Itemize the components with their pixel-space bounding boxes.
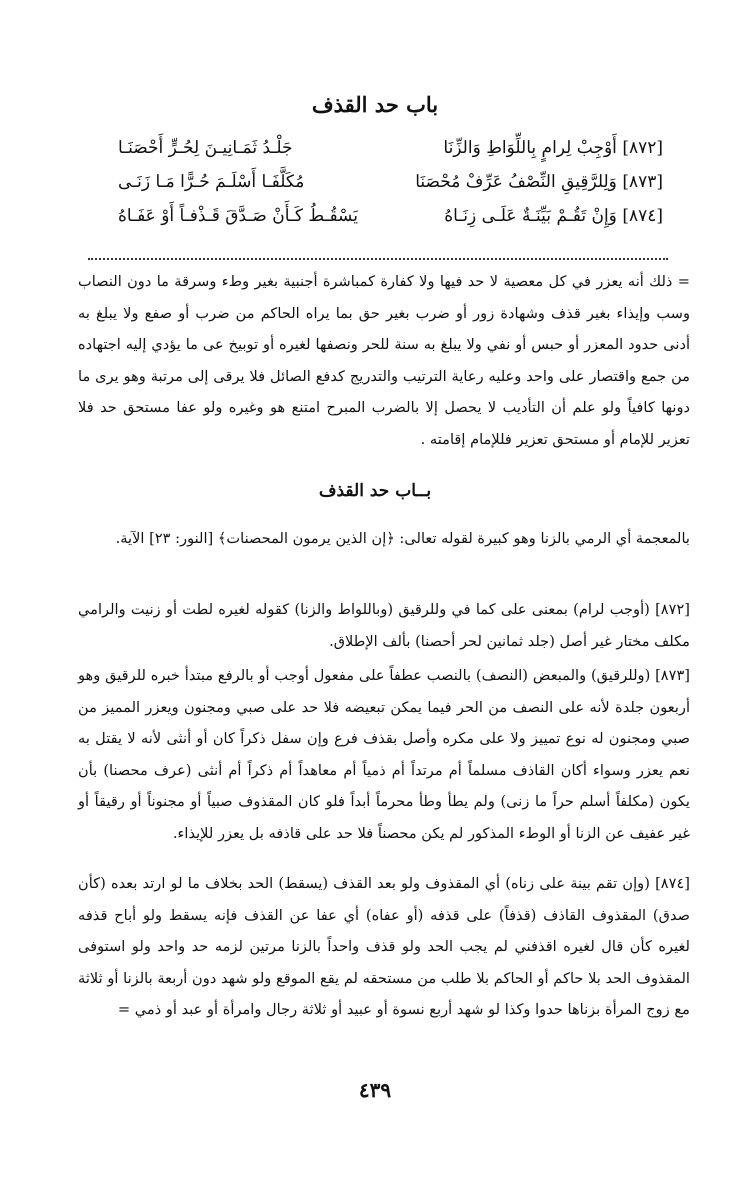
- verse-number: [٨٧٣]: [622, 172, 663, 192]
- page-number: ٤٣٩: [358, 1078, 392, 1102]
- verse-second-hemistich: جَلْـدُ ثَمَـانِيـنَ لِحُـرٍّ أَحْصَنَـا: [118, 138, 293, 158]
- chapter-title: باب حد القذف: [311, 92, 439, 117]
- commentary-872: [٨٧٢] (أوجب لرام) بمعنى على كما في وللرقيق (وباللواط والزنا) كقوله لغيره لطت أو زنيت والرامي مكلف مختار غير أصل (جلد ثمانين لحر أحصنا) بألف الإطلاق.: [78, 601, 690, 650]
- dotted-separator: [88, 258, 668, 260]
- commentary-intro: بالمعجمة أي الرمي بالزنا وهو كبيرة لقوله تعالى: ﴿إن الذين يرمون المحصنات﴾ [النور: ٢٣] الآية.: [115, 530, 690, 547]
- commentary-873: [٨٧٣] (وللرقيق) والمبعض (النصف) بالنصب عطفاً على مفعول أوجب أو بالرفع مبتدأ خبره للرقيق وهو أربعون جلدة لأنه على النصف من الحر فيما يمكن تبعيضه فلا حد على صبي ومجنون ويعزر المميز من صبي ومجنون له نوع تمييز ولا على مكره وأصل بقذف فرع وإن سفل ذكراً كان أو أنثى لأنه لا يقتل به نعم يعزر وسواء أكان القاذف مسلماً أم مرتداً أم ذمياً أم معاهداً أم ذكراً أم أنثى (عرف محصنا) بأن يكون (مكلفاً أسلم حراً ما زنى) ولم يطأ وطأ محرماً أبداً فلو كان المقذوف صبياً أو مجنوناً أو رقيقاً أو غير عفيف عن الزنا أو الوطء المذكور لم يكن محصناً فلا حد على قاذفه بل يعزر للإيذاء.: [78, 667, 690, 842]
- verse-text: وَلِلرَّقِيقِ النِّصْفُ عَرِّفْ مُحْصَنَا: [415, 172, 617, 192]
- verse-second-hemistich: مُكَلَّفَـا أَسْلَـمَ حُـرًّا مَـا زَنَـى: [118, 172, 305, 192]
- verse-873: [118, 172, 663, 204]
- verse-first-hemistich: [443, 138, 663, 158]
- verse-second-hemistich: يَسْقُـطُ كَـأَنْ صَـدَّقَ قَـذْفـاً أَوْ عَفَـاهُ: [118, 206, 358, 226]
- verse-text: أَوْجِبْ لِرامٍ بِاللِّوَاطِ وَالزِّنَا: [443, 138, 617, 158]
- verse-first-hemistich: [444, 206, 663, 226]
- verse-872: [118, 138, 663, 170]
- section-subtitle: بــاب حد القذف: [318, 481, 432, 501]
- verse-number: [٨٧٤]: [622, 206, 663, 226]
- verse-first-hemistich: [415, 172, 663, 192]
- footnote-continuation: = ذلك أنه يعزر في كل معصية لا حد فيها ولا كفارة كمباشرة أجنبية بغير وطء وسرقة ما دون النصاب وسب وإيذاء بغير قذف وشهادة زور أو ضرب بغير حق بما يراه الحاكم من ضرب أو صفع ولا يبلغ به أدنى حدود المعزر أو حبس أو نفي ولا يبلغ به سنة للحر ونصفها لغيره أو توبيخ عى ما يؤدي إليه اجتهاده من جمع واقتصار على واحد وعليه رعاية الترتيب والتدريج كدفع الصائل فلا يرقى إلى مرتبة وهو يرى ما دونها كافياً ولو علم أن التأديب لا يحصل إلا بالضرب المبرح امتنع هو وغيره ولو عفا مستحق حد فلا تعزير للإمام أو مستحق تعزير فللإمام إقامته .: [78, 273, 690, 448]
- commentary-874: [٨٧٤] (وإن تقم بينة على زناه) أي المقذوف ولو بعد القذف (يسقط) الحد بخلاف ما لو ارتد بعده (كأن صدق) المقذوف القاذف (قذفاً) على قذفه (أو عفاه) أي عفا عن القذف فإنه يسقط ولو أباح قذفه لغيره كأن قال لغيره اقذفني لم يجب الحد ولو قذف واحداً بالزنا مرتين لزمه حد واحد ولو استوفى المقذوف الحد بلا حاكم أو الحاكم بلا طلب من مستحقه لم يقع الموقع ولو شهد دون أربعة بالزنا أو ثلاثة مع زوج المرأة بزناها حدوا وكذا لو شهد أربع نسوة أو عبيد أو ثلاثة رجال وامرأة أو عبد أو ذمي =: [78, 875, 690, 1018]
- verse-874: [118, 206, 663, 238]
- verse-number: [٨٧٢]: [622, 138, 663, 158]
- verse-text: وَإِنْ تَقُـمْ بَيِّنَـةٌ عَلَـى زِنَـاهُ: [444, 206, 617, 226]
